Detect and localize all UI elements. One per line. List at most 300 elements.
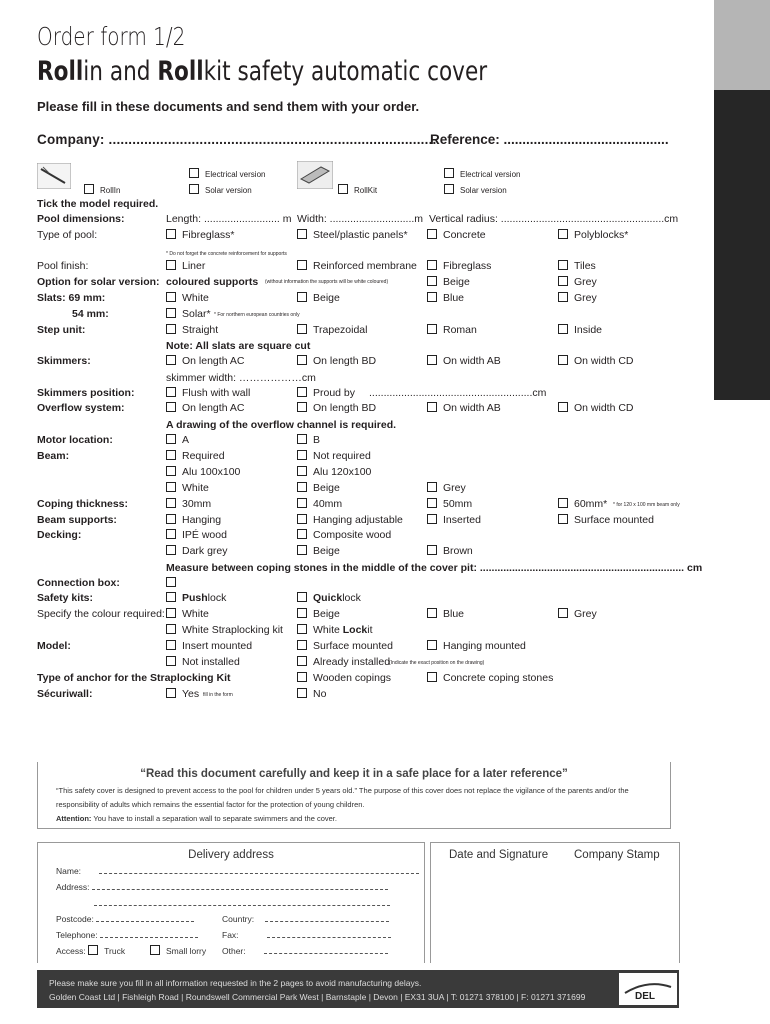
option[interactable] — [427, 514, 481, 526]
rollin-electrical-option[interactable]: Electrical version — [189, 168, 265, 179]
checkbox[interactable] — [558, 514, 568, 524]
row-coping — [0, 498, 714, 514]
option[interactable] — [166, 688, 199, 700]
checkbox[interactable] — [427, 640, 437, 650]
option-label: Fibreglass — [443, 260, 492, 272]
option[interactable] — [558, 402, 634, 414]
label: Telephone: — [56, 930, 98, 940]
option-label: White — [182, 292, 209, 304]
lorry-option[interactable] — [150, 945, 206, 956]
checkbox[interactable] — [297, 514, 307, 524]
option-label: Fibreglass* — [182, 229, 235, 241]
vradius-field[interactable]: Vertical radius: ........................................................cm — [429, 213, 679, 225]
checkbox[interactable] — [297, 450, 307, 460]
date-signature-label: Date and Signature — [449, 849, 549, 861]
option-label: Composite wood — [313, 529, 392, 541]
checkbox[interactable] — [166, 450, 176, 460]
option[interactable] — [558, 608, 597, 620]
checkbox[interactable] — [427, 260, 437, 270]
checkbox[interactable] — [427, 498, 437, 508]
row-solar-option — [0, 276, 714, 292]
rollin-checkbox[interactable] — [84, 184, 94, 194]
option-label: No — [313, 688, 327, 700]
warning-box — [37, 762, 671, 829]
option-label: Dark grey — [182, 545, 228, 557]
checkbox[interactable] — [166, 577, 176, 587]
option-label: Grey — [574, 608, 597, 620]
option[interactable] — [166, 229, 235, 241]
checkbox[interactable] — [558, 276, 568, 286]
checkbox[interactable] — [297, 656, 307, 666]
option[interactable] — [166, 466, 240, 478]
rollin-solar-option[interactable]: Solar version — [189, 184, 252, 195]
support-footnote: * Do not forget the concrete reinforcement for supports — [166, 251, 287, 257]
option-label: Beige — [313, 292, 340, 304]
option[interactable] — [166, 387, 250, 399]
label: Step unit: — [37, 324, 86, 336]
note: * For northern european countries only — [214, 312, 300, 318]
checkbox[interactable] — [297, 466, 307, 476]
checkbox[interactable] — [558, 324, 568, 334]
measure-field[interactable]: Measure between coping stones in the middle of the cover pit: ...................................................................... cm — [166, 562, 703, 574]
label: Access: — [56, 946, 86, 956]
checkbox[interactable] — [166, 608, 176, 618]
option[interactable] — [558, 324, 602, 336]
rollkit-electrical-option[interactable]: Electrical version — [444, 168, 520, 179]
checkbox[interactable] — [297, 545, 307, 555]
option-label: Truck — [104, 946, 126, 956]
checkbox[interactable] — [297, 482, 307, 492]
warning-text — [56, 784, 656, 826]
instruction: Please fill in these documents and send them with your order. — [37, 99, 420, 114]
checkbox[interactable] — [297, 624, 307, 634]
option[interactable] — [297, 624, 373, 636]
checkbox[interactable] — [166, 688, 176, 698]
option-label: 30mm — [182, 498, 212, 510]
option[interactable] — [297, 688, 326, 700]
label: 54 mm: — [72, 308, 109, 320]
checkbox[interactable] — [427, 229, 437, 239]
row-pool-dimensions — [0, 213, 714, 229]
label: Pool finish: — [37, 260, 89, 272]
row-colour — [0, 608, 714, 624]
access-field — [56, 945, 125, 956]
label: Coping thickness: — [37, 498, 129, 510]
option[interactable] — [166, 292, 209, 304]
checkbox[interactable] — [427, 355, 437, 365]
option[interactable] — [166, 434, 189, 446]
option[interactable] — [427, 229, 486, 241]
checkbox[interactable] — [297, 434, 307, 444]
checkbox[interactable] — [189, 168, 199, 178]
telephone-field[interactable] — [56, 929, 198, 940]
checkbox[interactable] — [297, 229, 307, 239]
checkbox[interactable] — [558, 260, 568, 270]
option-label: On width AB — [443, 355, 501, 367]
label: Postcode: — [56, 914, 94, 924]
label: Fax: — [222, 930, 239, 940]
option-label: Trapezoidal — [313, 324, 368, 336]
option-label: On width CD — [574, 402, 634, 414]
checkbox[interactable] — [558, 355, 568, 365]
option[interactable] — [166, 308, 211, 320]
checkbox[interactable] — [297, 592, 307, 602]
label: Slats: 69 mm: — [37, 292, 106, 304]
note: (Indicate the exact position on the drawing) — [389, 660, 485, 666]
checkbox[interactable] — [166, 292, 176, 302]
option[interactable] — [297, 355, 376, 367]
option-label: Required — [182, 450, 225, 462]
footer-bar — [37, 970, 679, 1008]
checkbox[interactable] — [297, 324, 307, 334]
label: Decking: — [37, 529, 82, 541]
row-beam-supports — [0, 514, 714, 530]
name-field[interactable] — [56, 865, 419, 876]
length-field[interactable]: Length: .......................... m — [166, 213, 292, 225]
option-label: Beige — [443, 276, 470, 288]
option[interactable] — [166, 498, 211, 510]
checkbox[interactable] — [444, 168, 454, 178]
checkbox[interactable] — [297, 672, 307, 682]
footer-notice: Please make sure you fill in all information requested in the 2 pages to avoid manufacturing delays. — [49, 978, 422, 988]
footer-address: Golden Coast Ltd | Fishleigh Road | Roundswell Commercial Park West | Barnstaple | Devon | EX31 3UA | T: 01271 378100 | F: 01271 371699 — [49, 992, 586, 1002]
row-overflow — [0, 402, 714, 418]
row-pool-finish — [0, 260, 714, 276]
checkbox[interactable] — [427, 514, 437, 524]
checkbox[interactable] — [166, 482, 176, 492]
label: Connection box: — [37, 577, 120, 589]
note: fill in the form — [203, 692, 233, 698]
lorry-checkbox[interactable] — [150, 945, 160, 955]
option-label: Straight — [182, 324, 219, 336]
option[interactable] — [558, 514, 654, 526]
option[interactable] — [297, 640, 393, 652]
option-label: Hanging — [182, 514, 222, 526]
option[interactable] — [166, 656, 240, 668]
option[interactable] — [558, 260, 596, 272]
option[interactable] — [166, 324, 218, 336]
option[interactable] — [166, 592, 226, 604]
checkbox[interactable] — [297, 529, 307, 539]
checkbox[interactable] — [444, 184, 454, 194]
option-label: Surface mounted — [574, 514, 654, 526]
checkbox[interactable] — [297, 260, 307, 270]
label: Name: — [56, 866, 82, 876]
checkbox[interactable] — [297, 292, 307, 302]
del-logo — [619, 973, 677, 1005]
tick-model-label: Tick the model required. — [37, 198, 159, 210]
option[interactable] — [166, 355, 244, 367]
row-skimmers — [0, 355, 714, 371]
checkbox[interactable] — [166, 656, 176, 666]
option[interactable] — [427, 672, 553, 684]
label: Motor location: — [37, 434, 113, 446]
checkbox[interactable] — [558, 498, 568, 508]
del-logo-mark — [619, 973, 677, 1005]
row-straplock — [0, 624, 714, 640]
option-label: Yes — [182, 688, 200, 700]
option[interactable] — [297, 656, 390, 668]
square-cut-note: Note: All slats are square cut — [166, 340, 311, 352]
option[interactable] — [166, 577, 182, 589]
option-label: White — [182, 482, 209, 494]
checkbox[interactable] — [166, 402, 176, 412]
option[interactable] — [166, 545, 228, 557]
checkbox[interactable] — [558, 229, 568, 239]
option[interactable] — [427, 608, 464, 620]
option[interactable] — [166, 529, 227, 541]
option-label: A — [182, 434, 190, 446]
checkbox[interactable] — [427, 482, 437, 492]
option[interactable] — [427, 292, 464, 304]
checkbox[interactable] — [297, 498, 307, 508]
option-label: Surface mounted — [313, 640, 393, 652]
option-label: Not required — [313, 450, 371, 462]
option[interactable] — [427, 324, 477, 336]
label: Address: — [56, 882, 90, 892]
option[interactable] — [427, 482, 466, 494]
option-label: On length AC — [182, 402, 245, 414]
option[interactable] — [297, 672, 391, 684]
option-label: 60mm* — [574, 498, 608, 510]
checkbox[interactable] — [166, 640, 176, 650]
row-safety-kits — [0, 592, 714, 608]
other-field[interactable] — [222, 945, 388, 956]
rollkit-checkbox[interactable] — [338, 184, 348, 194]
row-beam-colour — [0, 482, 714, 498]
option-label: On length AC — [182, 355, 245, 367]
width-field[interactable]: Width: .............................m — [297, 213, 424, 225]
label: Option for solar version: — [37, 276, 160, 288]
option-label: Proud by — [313, 387, 356, 399]
row-connection-box — [0, 577, 714, 593]
option[interactable] — [558, 355, 634, 367]
option[interactable] — [166, 514, 221, 526]
option[interactable] — [297, 229, 408, 241]
checkbox[interactable] — [297, 402, 307, 412]
checkbox[interactable] — [558, 292, 568, 302]
checkbox[interactable] — [166, 434, 176, 444]
drawing-note: A drawing of the overflow channel is required. — [166, 419, 397, 431]
option-label: Beige — [313, 608, 340, 620]
checkbox[interactable] — [166, 514, 176, 524]
option-label: 50mm — [443, 498, 473, 510]
checkbox[interactable] — [558, 402, 568, 412]
option-label: Reinforced membrane — [313, 260, 417, 272]
checkbox[interactable] — [427, 608, 437, 618]
row-securiwall — [0, 688, 714, 704]
row-installed — [0, 656, 714, 672]
label: Skimmers position: — [37, 387, 135, 399]
option[interactable] — [427, 276, 470, 288]
label: Safety kits: — [37, 592, 94, 604]
address-line-2[interactable] — [94, 897, 390, 908]
option[interactable] — [297, 466, 371, 478]
checkbox[interactable] — [297, 640, 307, 650]
rollkit-image — [297, 161, 333, 189]
checkbox[interactable] — [166, 624, 176, 634]
option[interactable] — [297, 592, 361, 604]
option[interactable] — [427, 355, 501, 367]
option-label: Grey — [443, 482, 466, 494]
option[interactable] — [297, 260, 417, 272]
checkbox[interactable] — [297, 387, 307, 397]
product-title: Rollin and Rollkit safety automatic cover — [37, 56, 488, 87]
option[interactable] — [558, 276, 597, 288]
option[interactable] — [297, 608, 340, 620]
row-anchor — [0, 672, 714, 688]
option[interactable] — [558, 229, 628, 241]
option[interactable] — [297, 387, 355, 399]
checkbox[interactable] — [166, 466, 176, 476]
row-slats-69 — [0, 292, 714, 308]
checkbox[interactable] — [166, 229, 176, 239]
option-label: Blue — [443, 292, 465, 304]
note: * for 120 x 100 mm beam only — [613, 502, 680, 508]
option-label: lock — [342, 592, 361, 604]
skimmer-width-field[interactable]: skimmer width: ………………cm — [166, 372, 316, 384]
row-step-unit — [0, 324, 714, 340]
company-stamp-label: Company Stamp — [574, 849, 660, 861]
checkbox[interactable] — [166, 592, 176, 602]
checkbox[interactable] — [166, 387, 176, 397]
side-tab-light — [714, 0, 770, 90]
reference-field[interactable]: Reference: ............................................ — [430, 132, 669, 147]
label: Sécuriwall: — [37, 688, 93, 700]
rollin-option[interactable]: RollIn — [84, 184, 120, 195]
label: Pool dimensions: — [37, 213, 125, 225]
option-label: On length BD — [313, 402, 377, 414]
label: Other: — [222, 946, 246, 956]
checkbox[interactable] — [166, 308, 176, 318]
option-label: it — [367, 624, 373, 636]
option-label: Tiles — [574, 260, 596, 272]
option[interactable] — [427, 260, 491, 272]
checkbox[interactable] — [166, 355, 176, 365]
option[interactable] — [166, 624, 283, 636]
checkbox[interactable] — [427, 276, 437, 286]
option[interactable] — [297, 529, 391, 541]
address-field[interactable] — [56, 881, 388, 892]
option-label: Lock — [342, 624, 368, 636]
option-label: Concrete — [443, 229, 486, 241]
option[interactable] — [297, 482, 340, 494]
option[interactable] — [558, 498, 607, 510]
option-label: B — [313, 434, 321, 446]
checkbox[interactable] — [189, 184, 199, 194]
option-label: 40mm — [313, 498, 343, 510]
checkbox[interactable] — [558, 608, 568, 618]
option[interactable] — [297, 514, 403, 526]
option[interactable] — [427, 498, 472, 510]
option[interactable] — [166, 482, 209, 494]
signature-box — [430, 842, 680, 963]
option[interactable] — [297, 434, 320, 446]
row-slats-54 — [0, 308, 714, 324]
coloured-supports-label: coloured supports — [166, 276, 259, 288]
option[interactable] — [297, 292, 340, 304]
checkbox[interactable] — [427, 672, 437, 682]
option-label: Not installed — [182, 656, 240, 668]
checkbox[interactable] — [166, 260, 176, 270]
option[interactable] — [297, 450, 371, 462]
row-beam-alu — [0, 466, 714, 482]
option-label: Alu 120x100 — [313, 466, 372, 478]
option[interactable] — [297, 402, 376, 414]
option[interactable] — [427, 545, 473, 557]
checkbox[interactable] — [297, 688, 307, 698]
option-label: Quick — [313, 592, 343, 604]
row-skimmers-position — [0, 387, 714, 403]
proud-by-field[interactable]: ........................................................cm — [369, 387, 547, 399]
fax-field[interactable] — [222, 929, 391, 940]
side-tab-dark — [714, 90, 770, 400]
checkbox[interactable] — [297, 608, 307, 618]
option[interactable] — [427, 640, 526, 652]
option-label: Alu 100x100 — [182, 466, 241, 478]
option[interactable] — [558, 292, 597, 304]
option-label: Beige — [313, 545, 340, 557]
option-label: Hanging adjustable — [313, 514, 403, 526]
warning-body: “This safety cover is designed to prevent access to the pool for children under 5 years old.” The purpose of this cover does not replace the vigilance of the parents and/or the responsibility of adults which remains the essential factor for the protection of young children. — [56, 786, 629, 809]
checkbox[interactable] — [427, 324, 437, 334]
note: (without information the supports will be white coloured) — [265, 279, 389, 285]
option[interactable] — [166, 450, 225, 462]
option-label: Solar* — [182, 308, 211, 320]
checkbox[interactable] — [166, 324, 176, 334]
option[interactable] — [166, 608, 209, 620]
option[interactable] — [427, 402, 501, 414]
option-label: On length BD — [313, 355, 377, 367]
label: Specify the colour required: — [37, 608, 165, 620]
rollkit-option[interactable]: RollKit — [338, 184, 377, 195]
option-label: White — [182, 608, 209, 620]
country-field[interactable] — [222, 913, 389, 924]
label: Type of anchor for the Straplocking Kit — [37, 672, 231, 684]
option[interactable] — [297, 498, 342, 510]
row-decking-colour — [0, 545, 714, 561]
checkbox[interactable] — [427, 292, 437, 302]
truck-checkbox[interactable] — [88, 945, 98, 955]
option[interactable] — [166, 402, 244, 414]
postcode-field[interactable] — [56, 913, 194, 924]
option-label: White Straplocking kit — [182, 624, 283, 636]
option-label: Roman — [443, 324, 477, 336]
option-label: Grey — [574, 292, 597, 304]
attention-text: You have to install a separation wall to separate swimmers and the cover. — [91, 814, 337, 823]
option[interactable] — [297, 324, 367, 336]
option-label: Small lorry — [166, 946, 207, 956]
option[interactable] — [166, 260, 205, 272]
label: Type of pool: — [37, 229, 98, 241]
option-label: Push — [182, 592, 208, 604]
checkbox[interactable] — [166, 498, 176, 508]
checkbox[interactable] — [427, 545, 437, 555]
option[interactable] — [166, 640, 252, 652]
delivery-title: Delivery address — [188, 849, 274, 861]
checkbox[interactable] — [427, 402, 437, 412]
checkbox[interactable] — [166, 545, 176, 555]
checkbox[interactable] — [297, 355, 307, 365]
company-field[interactable]: Company: ................................................................................... — [37, 132, 437, 147]
option-label: Flush with wall — [182, 387, 251, 399]
rollin-image — [37, 163, 71, 189]
checkbox[interactable] — [166, 529, 176, 539]
option[interactable] — [297, 545, 340, 557]
option-label: White — [313, 624, 343, 636]
option-label: Inside — [574, 324, 603, 336]
rollkit-solar-option[interactable]: Solar version — [444, 184, 507, 195]
